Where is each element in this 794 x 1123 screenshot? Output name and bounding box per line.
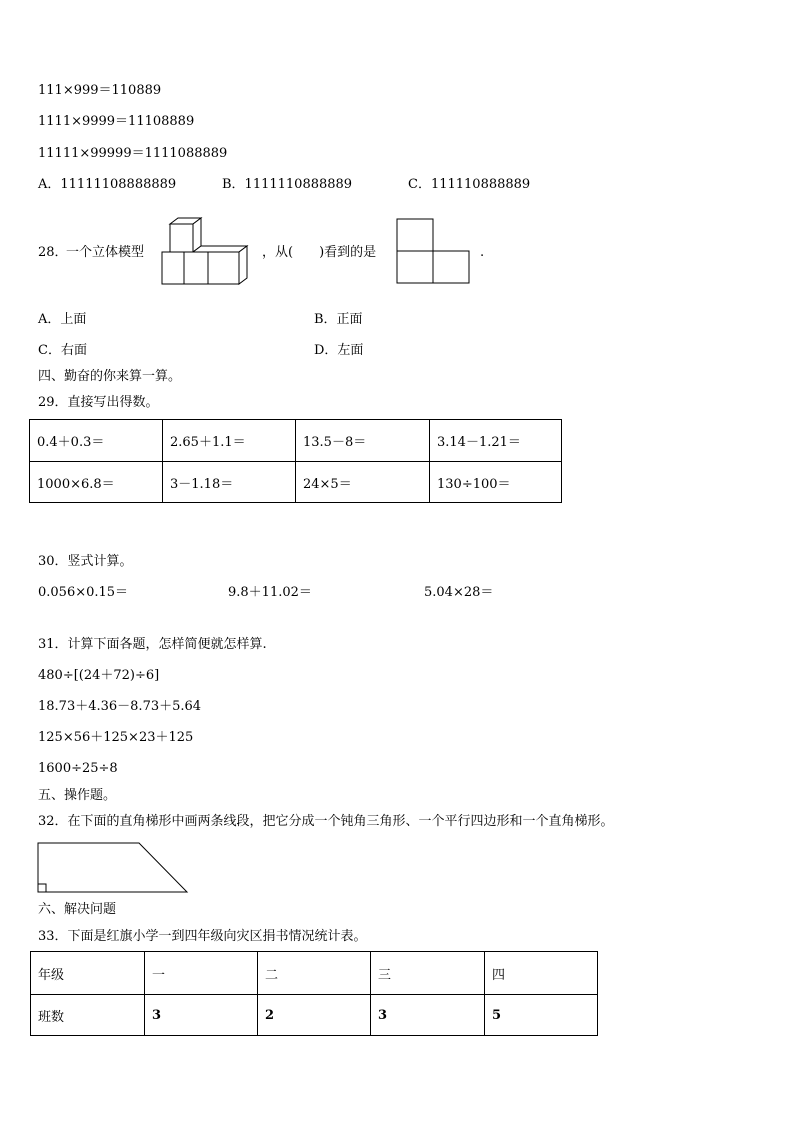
view-shape-figure: [396, 218, 472, 286]
table-cell: 3.14－1.21＝: [430, 420, 562, 462]
q28-number: 28．: [38, 245, 68, 260]
q32-title: 32．在下面的直角梯形中画两条线段，把它分成一个钝角三角形、一个平行四边形和一个直角梯形。: [38, 814, 614, 829]
q28-option-c: C．右面: [38, 343, 87, 358]
table-cell: 130÷100＝: [430, 462, 562, 503]
q33-table: [30, 951, 598, 1036]
q30-item-2: 9.8＋11.02＝: [228, 585, 312, 600]
table-cell: 1000×6.8＝: [30, 462, 163, 503]
table-cell: 2: [258, 995, 371, 1036]
q29-title: 29．直接写出得数。: [38, 395, 159, 410]
table-cell: 13.5－8＝: [296, 420, 430, 462]
q28-option-d: D．左面: [314, 343, 364, 358]
table-cell: 3－1.18＝: [163, 462, 296, 503]
option-c: C．111110888889: [408, 177, 531, 192]
cube-model-figure: [158, 216, 250, 286]
q28-text-mid: ，从( )看到的是: [262, 245, 377, 260]
table-row: [30, 462, 562, 503]
q28-text-end: .: [480, 245, 485, 260]
option-a: A．11111108888889: [38, 177, 177, 192]
table-header-cell: 二: [258, 952, 371, 995]
q30-title: 30．竖式计算。: [38, 554, 133, 569]
table-header-cell: 三: [371, 952, 485, 995]
equation-line-1: 111×999＝110889: [38, 83, 162, 98]
equation-line-3: 11111×99999＝1111088889: [38, 146, 228, 161]
q29-table: [29, 419, 562, 503]
q30-item-1: 0.056×0.15＝: [38, 585, 129, 600]
table-row: [31, 995, 598, 1036]
table-cell: 3: [371, 995, 485, 1036]
table-cell: 2.65＋1.1＝: [163, 420, 296, 462]
table-cell: 24×5＝: [296, 462, 430, 503]
q31-item-4: 1600÷25÷8: [38, 761, 118, 776]
table-header-cell: 年级: [31, 952, 145, 995]
right-trapezoid-figure: [37, 842, 191, 894]
q28-option-b: B．正面: [314, 312, 363, 327]
section-4-title: 四、勤奋的你来算一算。: [38, 369, 182, 384]
table-header-cell: 一: [145, 952, 258, 995]
option-b: B．1111110888889: [222, 177, 353, 192]
table-row: [30, 420, 562, 462]
q28-option-a: A．上面: [38, 312, 87, 327]
q31-item-1: 480÷[(24＋72)÷6]: [38, 668, 160, 683]
table-row: [31, 952, 598, 995]
table-cell: 班数: [31, 995, 145, 1036]
q28-text-before: 一个立体模型: [66, 245, 145, 260]
q31-item-3: 125×56＋125×23＋125: [38, 730, 194, 745]
q30-item-3: 5.04×28＝: [424, 585, 494, 600]
table-cell: 0.4＋0.3＝: [30, 420, 163, 462]
table-header-cell: 四: [485, 952, 598, 995]
q31-title: 31．计算下面各题，怎样简便就怎样算.: [38, 637, 267, 652]
section-6-title: 六、解决问题: [38, 902, 117, 917]
table-cell: 3: [145, 995, 258, 1036]
equation-line-2: 1111×9999＝11108889: [38, 114, 195, 129]
section-5-title: 五、操作题。: [38, 788, 117, 803]
table-cell: 5: [485, 995, 598, 1036]
q31-item-2: 18.73＋4.36－8.73＋5.64: [38, 699, 202, 714]
q33-title: 33．下面是红旗小学一到四年级向灾区捐书情况统计表。: [38, 929, 367, 944]
